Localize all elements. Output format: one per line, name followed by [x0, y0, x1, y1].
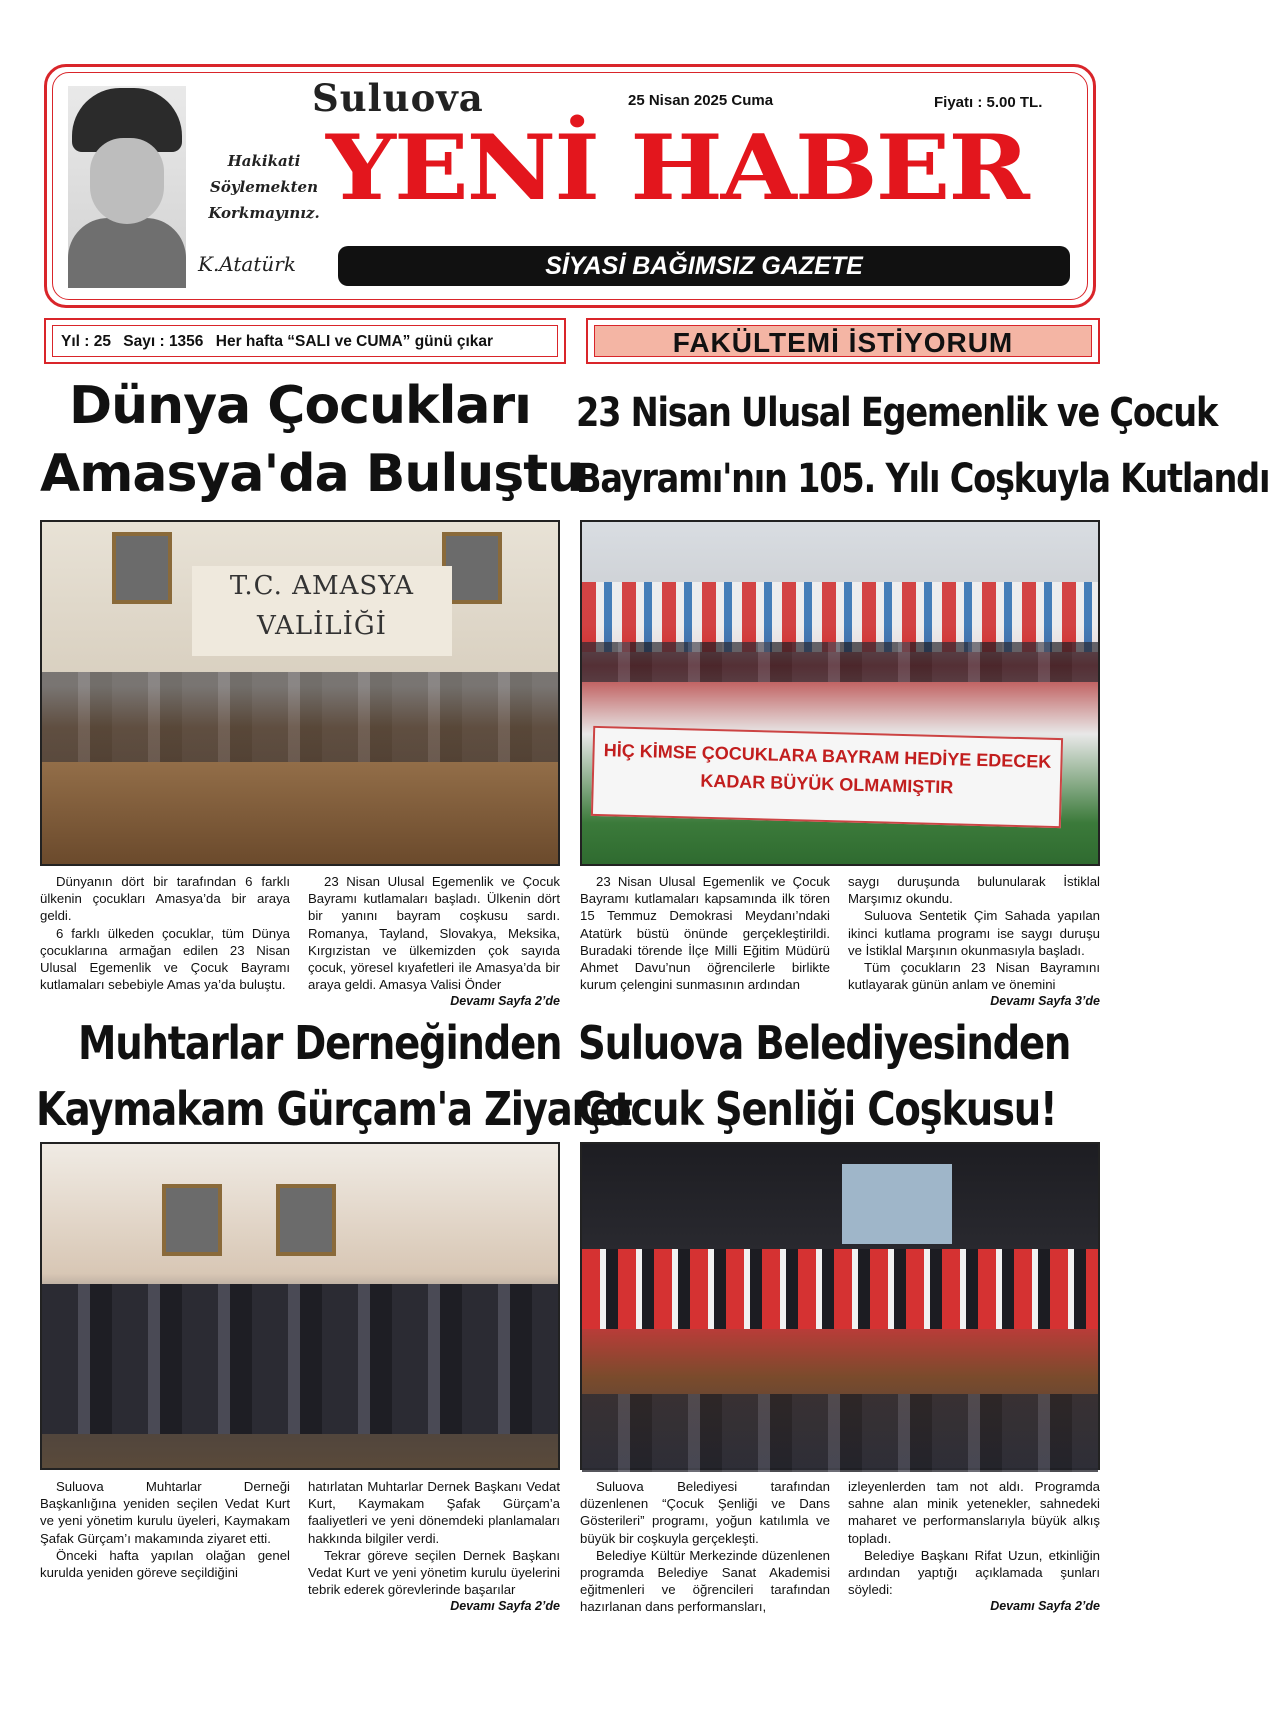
- photo-sign-text: T.C. AMASYA VALİLİĞİ: [192, 566, 452, 656]
- headline-article-1[interactable]: Dünya Çocukları Amasya'da Buluştu: [40, 376, 584, 504]
- issue-year: Yıl : 25: [61, 333, 111, 350]
- article-3-col-2: hatırlatan Muhtarlar Dernek Başkanı Vedat Kurt, Kaymakam Şafak Gürçam’a faaliyetleri ve yeni dönemdeki planlamaları hakkında bilgiler verdi. Tekrar göreve seçilen Dernek Başkanı Vedat Kurt ve yeni yönetim kurulu üyelerini tebrik ederek görevlerinde başarılar Devamı Sayfa 2’de: [308, 1479, 560, 1614]
- continued-link[interactable]: Devamı Sayfa 3’de: [990, 994, 1100, 1009]
- photo-muhtarlar-visit: [40, 1142, 560, 1470]
- motto: Hakikati Söylemekten Korkmayınız.: [208, 152, 320, 222]
- issue-info-box: [44, 318, 566, 364]
- article-2-col-2: saygı duruşunda bulunularak İstiklal Marşımız okundu. Suluova Sentetik Çim Sahada yapılan ikinci kutlama programı ise saygı duruşu ve İstiklal Marşının okunmasıyla başladı. Tüm çocukların 23 Nisan Bayramını kutlayarak günün anlam ve önemini Devamı Sayfa 3’de: [848, 874, 1100, 1009]
- article-3-col-1: Suluova Muhtarlar Derneği Başkanlığına yeniden seçilen Vedat Kurt ve yeni yönetim kurulu üyeleri, Kaymakam Şafak Gürçam’ı makamında ziyaret etti. Önceki hafta yapılan olağan genel kurulda yeniden göreve seçildiğini: [40, 1479, 290, 1581]
- headline-article-3[interactable]: Muhtarlar Derneğinden Kaymakam Gürçam'a Ziyaret: [36, 1016, 632, 1136]
- article-4-col-1: Suluova Belediyesi tarafından düzenlenen “Çocuk Şenliği ve Dans Gösterileri” programı, yoğun katılımla ve büyük bir coşkuyla gerçekleşti. Belediye Kültür Merkezinde düzenlenen programda Belediye Sanat Akademisi eğitmenleri ve öğrencileri tarafından hazırlanan dans performansları,: [580, 1479, 830, 1615]
- projection-screen: [842, 1164, 952, 1244]
- continued-link[interactable]: Devamı Sayfa 2’de: [450, 994, 560, 1009]
- newspaper-logo: YENİ HABER: [326, 115, 1028, 222]
- article-1-col-1: Dünyanın dört bir tarafından 6 farklı ülkenin çocukları Amasya’da bir araya geldi. 6 farklı ülkeden çocuklar, tüm Dünya çocuklarına armağan edilen 23 Nisan Ulusal Egemenlik ve Çocuk Bayramı kutlamaları sebebiyle Amas ya’da buluştu.: [40, 874, 290, 993]
- photo-banner-text: HİÇ KİMSE ÇOCUKLARA BAYRAM HEDİYE EDECEK KADAR BÜYÜK OLMAMIŞTIR: [591, 726, 1063, 828]
- tagline: SİYASİ BAĞIMSIZ GAZETE: [338, 246, 1070, 286]
- headline-article-2[interactable]: 23 Nisan Ulusal Egemenlik ve Çocuk Bayramı'nın 105. Yılı Coşkuyla Kutlandı: [576, 390, 1269, 502]
- article-1-col-2: 23 Nisan Ulusal Egemenlik ve Çocuk Bayramı kutlamaları başladı. Ülkenin dört bir yanını bayram coşkusu sardı. Romanya, Tayland, Slovakya, Meksika, Kırgızistan ve ülkemizden çok sayıda çocuk, yöresel kıyafetleri ile Amasya’da bir araya geldi. Amasya Valisi Önder Devamı Sayfa 2’de: [308, 874, 560, 1009]
- price: Fiyatı : 5.00 TL.: [934, 94, 1043, 111]
- article-2-col-1: 23 Nisan Ulusal Egemenlik ve Çocuk Bayramı kutlamaları kapsamında ilk tören 15 Temmuz Demokrasi Meydanı’ndaki Atatürk büstü önünde gerçekleştirildi. Buradaki törende İlçe Milli Eğitim Müdürü Ahmet Davu’nun öğrencilerle birlikte kurum çelengini sunmasının ardından: [580, 874, 830, 993]
- signature: K.Atatürk: [198, 252, 296, 276]
- headline-article-4[interactable]: Suluova Belediyesinden Çocuk Şenliği Coşkusu!: [578, 1016, 1071, 1136]
- continued-link[interactable]: Devamı Sayfa 2’de: [450, 1599, 560, 1614]
- issue-number: Sayı : 1356: [123, 333, 204, 350]
- issue-date: 25 Nisan 2025 Cuma: [628, 92, 774, 109]
- slogan-box: [586, 318, 1100, 364]
- city-name: Suluova: [312, 76, 484, 120]
- article-4-col-2: izleyenlerden tam not aldı. Programda sahne alan minik yetenekler, sahnedeki maharet ve performanslarıyla büyük alkış topladı. Belediye Başkanı Rifat Uzun, etkinliğin ardından yaptığı açıklamada şunları söyledi: Devamı Sayfa 2’de: [848, 1479, 1100, 1614]
- continued-link[interactable]: Devamı Sayfa 2’de: [990, 1599, 1100, 1614]
- issue-schedule: Her hafta “SALI ve CUMA” günü çıkar: [215, 333, 494, 350]
- photo-amasya-governorship: [40, 520, 560, 866]
- slogan: FAKÜLTEMİ İSTİYORUM: [594, 325, 1092, 357]
- photo-children-festival: [580, 1142, 1100, 1470]
- photo-ceremony-flags: [580, 520, 1100, 866]
- ataturk-portrait: [68, 86, 186, 284]
